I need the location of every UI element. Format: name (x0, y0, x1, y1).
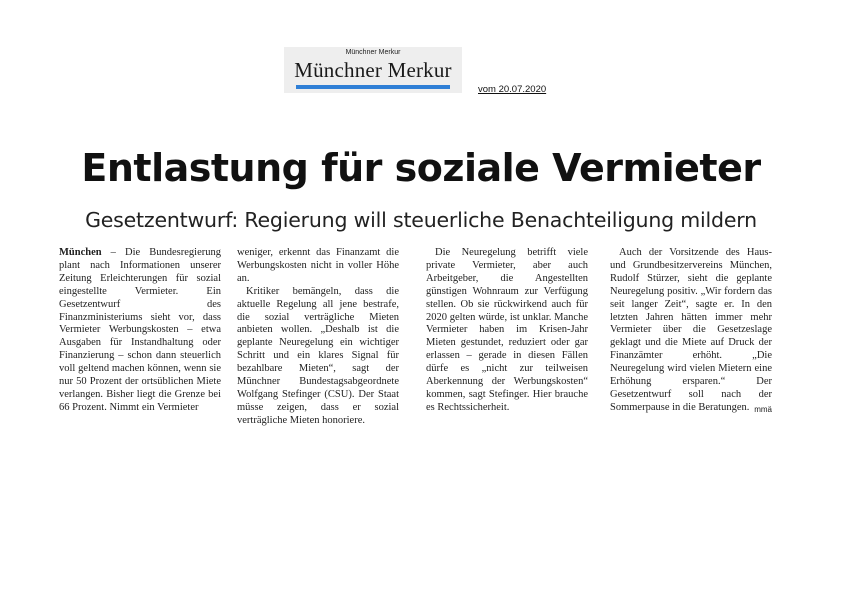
article-column-1 (59, 247, 221, 415)
paragraph (59, 247, 221, 415)
article-column-4 (610, 247, 772, 417)
paragraph: Auch der Vorsitzende des Haus- und Grundbesitzervereins München, Rudolf Stürzer, sieht die geplante Neuregelung positiv. „Wir fordern das seit langer Zeit“, sagte er. In den letzten Jahren hätten immer mehr Vermieter über die Gesetzeslage geklagt und die Miete auf Druck der Finanzämter erhöht. „Die Neuregelung wird vielen Mietern eine Erhöhung ersparen.“ Der Gesetzentwurf soll nach der Sommerpause in die Beratungen. (610, 247, 772, 413)
paragraph: weniger, erkennt das Finanzamt die Werbungskosten nicht in voller Höhe an. (237, 247, 399, 284)
article-column-3 (426, 247, 588, 415)
article-column-2 (237, 247, 399, 428)
masthead-accent-bar (296, 85, 450, 89)
article-subheadline: Gesetzentwurf: Regierung will steuerliche Benachteiligung mildern (85, 208, 757, 232)
paragraph: Die Neuregelung betrifft viele private Vermieter, aber auch Arbeitgeber, die Angestellten günstigen Wohnraum zur Verfügung stellen. Ob sie rückwirkend auch für 2020 gelten würde, ist unklar. Manche Vermieter haben im Krisen-Jahr Mieten gestundet, reduziert oder gar erlassen – gerade in diesen Fällen dürfe es „nicht zur teilweisen Aberkennung der Werbungskosten“ kommen, sagt Stefinger. Hier brauche es Rechtssicherheit. (426, 247, 588, 413)
article-headline: Entlastung für soziale Vermieter (81, 146, 761, 190)
masthead-small-text: Münchner Merkur (345, 49, 401, 56)
paragraph: Kritiker bemängeln, dass die aktuelle Regelung all jene bestrafe, die sozial verträgliche Mieten anbieten wollen. „Deshalb ist die geplante Neuregelung ein wichtiger Schritt und ein klares Signal für bezahlbare Mieten“, sagt der Münchner Bundestagsabgeordnete Wolfgang Stefinger (CSU). Der Staat müsse zeigen, dass er sozial verträgliche Mieten honoriere. (237, 285, 399, 426)
masthead-title: Münchner Merkur (294, 58, 452, 82)
dateline: München (59, 247, 102, 258)
paragraph-text: – Die Bundesregierung plant nach Informationen unserer Zeitung Erleichterungen für sozial eingestellte Vermieter. Ein Gesetzentwurf des Finanzministeriums sieht vor, dass Vermieter Werbungskosten – etwa Ausgaben für Instandhaltung oder Finanzierung – schon dann steuerlich voll geltend machen können, wenn sie nur 50 Prozent der ortsüblichen Miete verlangen. Bisher liegt die Grenze bei 66 Prozent. Nimmt ein Vermieter (59, 247, 221, 413)
masthead-logo (284, 47, 462, 93)
author-initials: mmä (754, 404, 772, 414)
publication-date: vom 20.07.2020 (478, 84, 547, 95)
